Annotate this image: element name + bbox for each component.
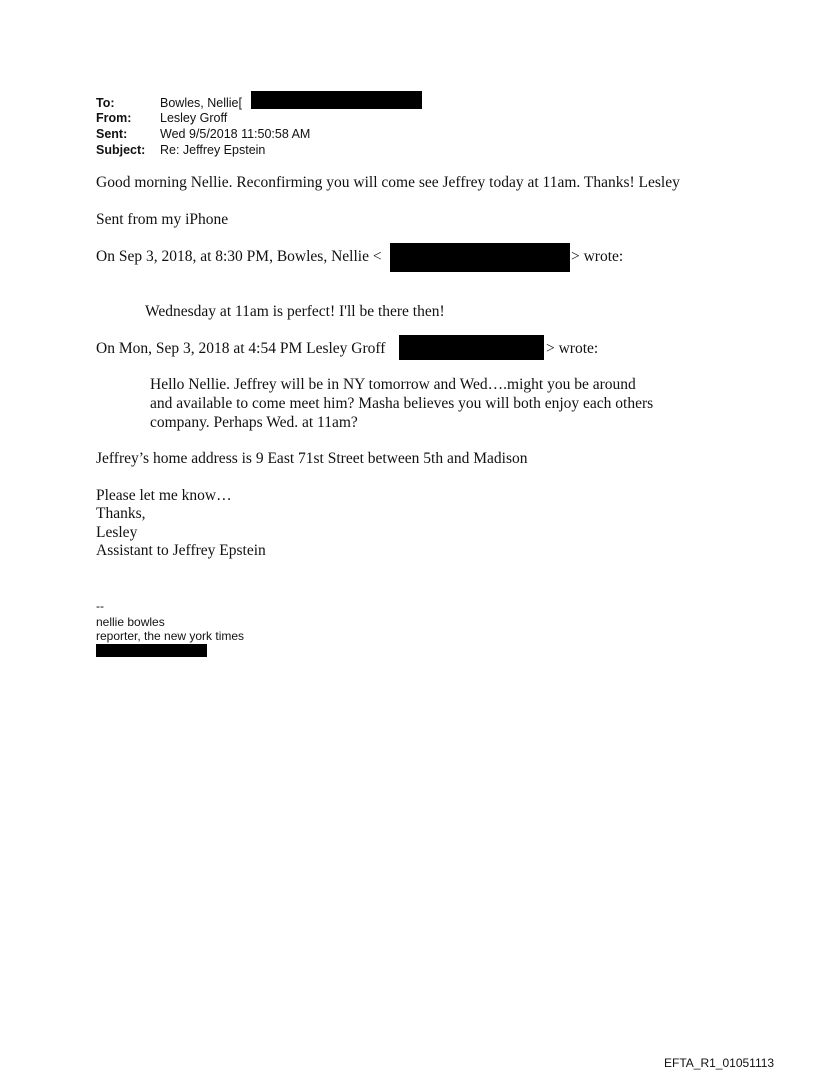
sent-value: Wed 9/5/2018 11:50:58 AM xyxy=(160,127,311,141)
closing-line: Lesley xyxy=(96,524,138,541)
body-line-greeting: Good morning Nellie. Reconfirming you will come see Jeffrey today at 11am. Thanks! Lesley xyxy=(96,174,680,191)
from-label: From: xyxy=(96,111,132,125)
to-value: Bowles, Nellie[ xyxy=(160,96,242,110)
address-line: Jeffrey’s home address is 9 East 71st Street between 5th and Madison xyxy=(96,450,528,467)
redaction-bar xyxy=(399,335,544,360)
body-line-sent-from: Sent from my iPhone xyxy=(96,211,229,228)
closing-line: Please let me know… xyxy=(96,487,232,504)
sent-label: Sent: xyxy=(96,127,128,141)
document-id: EFTA_R1_01051113 xyxy=(664,1056,775,1070)
reply2-attribution-suffix: > wrote: xyxy=(546,340,599,357)
closing-line: Assistant to Jeffrey Epstein xyxy=(96,542,266,559)
from-value: Lesley Groff xyxy=(160,111,228,125)
signature-title: reporter, the new york times xyxy=(96,629,245,643)
subject-value: Re: Jeffrey Epstein xyxy=(160,143,266,157)
signature-name: nellie bowles xyxy=(96,615,165,629)
closing-line: Thanks, xyxy=(96,505,146,522)
reply2-line: Hello Nellie. Jeffrey will be in NY tomorrow and Wed….might you be around xyxy=(150,376,636,393)
reply1-attribution: On Sep 3, 2018, at 8:30 PM, Bowles, Nellie < xyxy=(96,248,382,265)
redaction-bar xyxy=(96,644,207,657)
reply1-text: Wednesday at 11am is perfect! I'll be there then! xyxy=(145,303,445,320)
redaction-bar xyxy=(251,91,422,109)
to-label: To: xyxy=(96,96,115,110)
signature-dashes: -- xyxy=(96,599,104,613)
reply2-line: and available to come meet him? Masha believes you will both enjoy each others xyxy=(150,395,654,412)
redaction-bar xyxy=(390,243,570,272)
subject-label: Subject: xyxy=(96,143,146,157)
reply1-attribution-suffix: > wrote: xyxy=(571,248,624,265)
reply2-attribution: On Mon, Sep 3, 2018 at 4:54 PM Lesley Groff xyxy=(96,340,386,357)
reply2-line: company. Perhaps Wed. at 11am? xyxy=(150,414,358,431)
